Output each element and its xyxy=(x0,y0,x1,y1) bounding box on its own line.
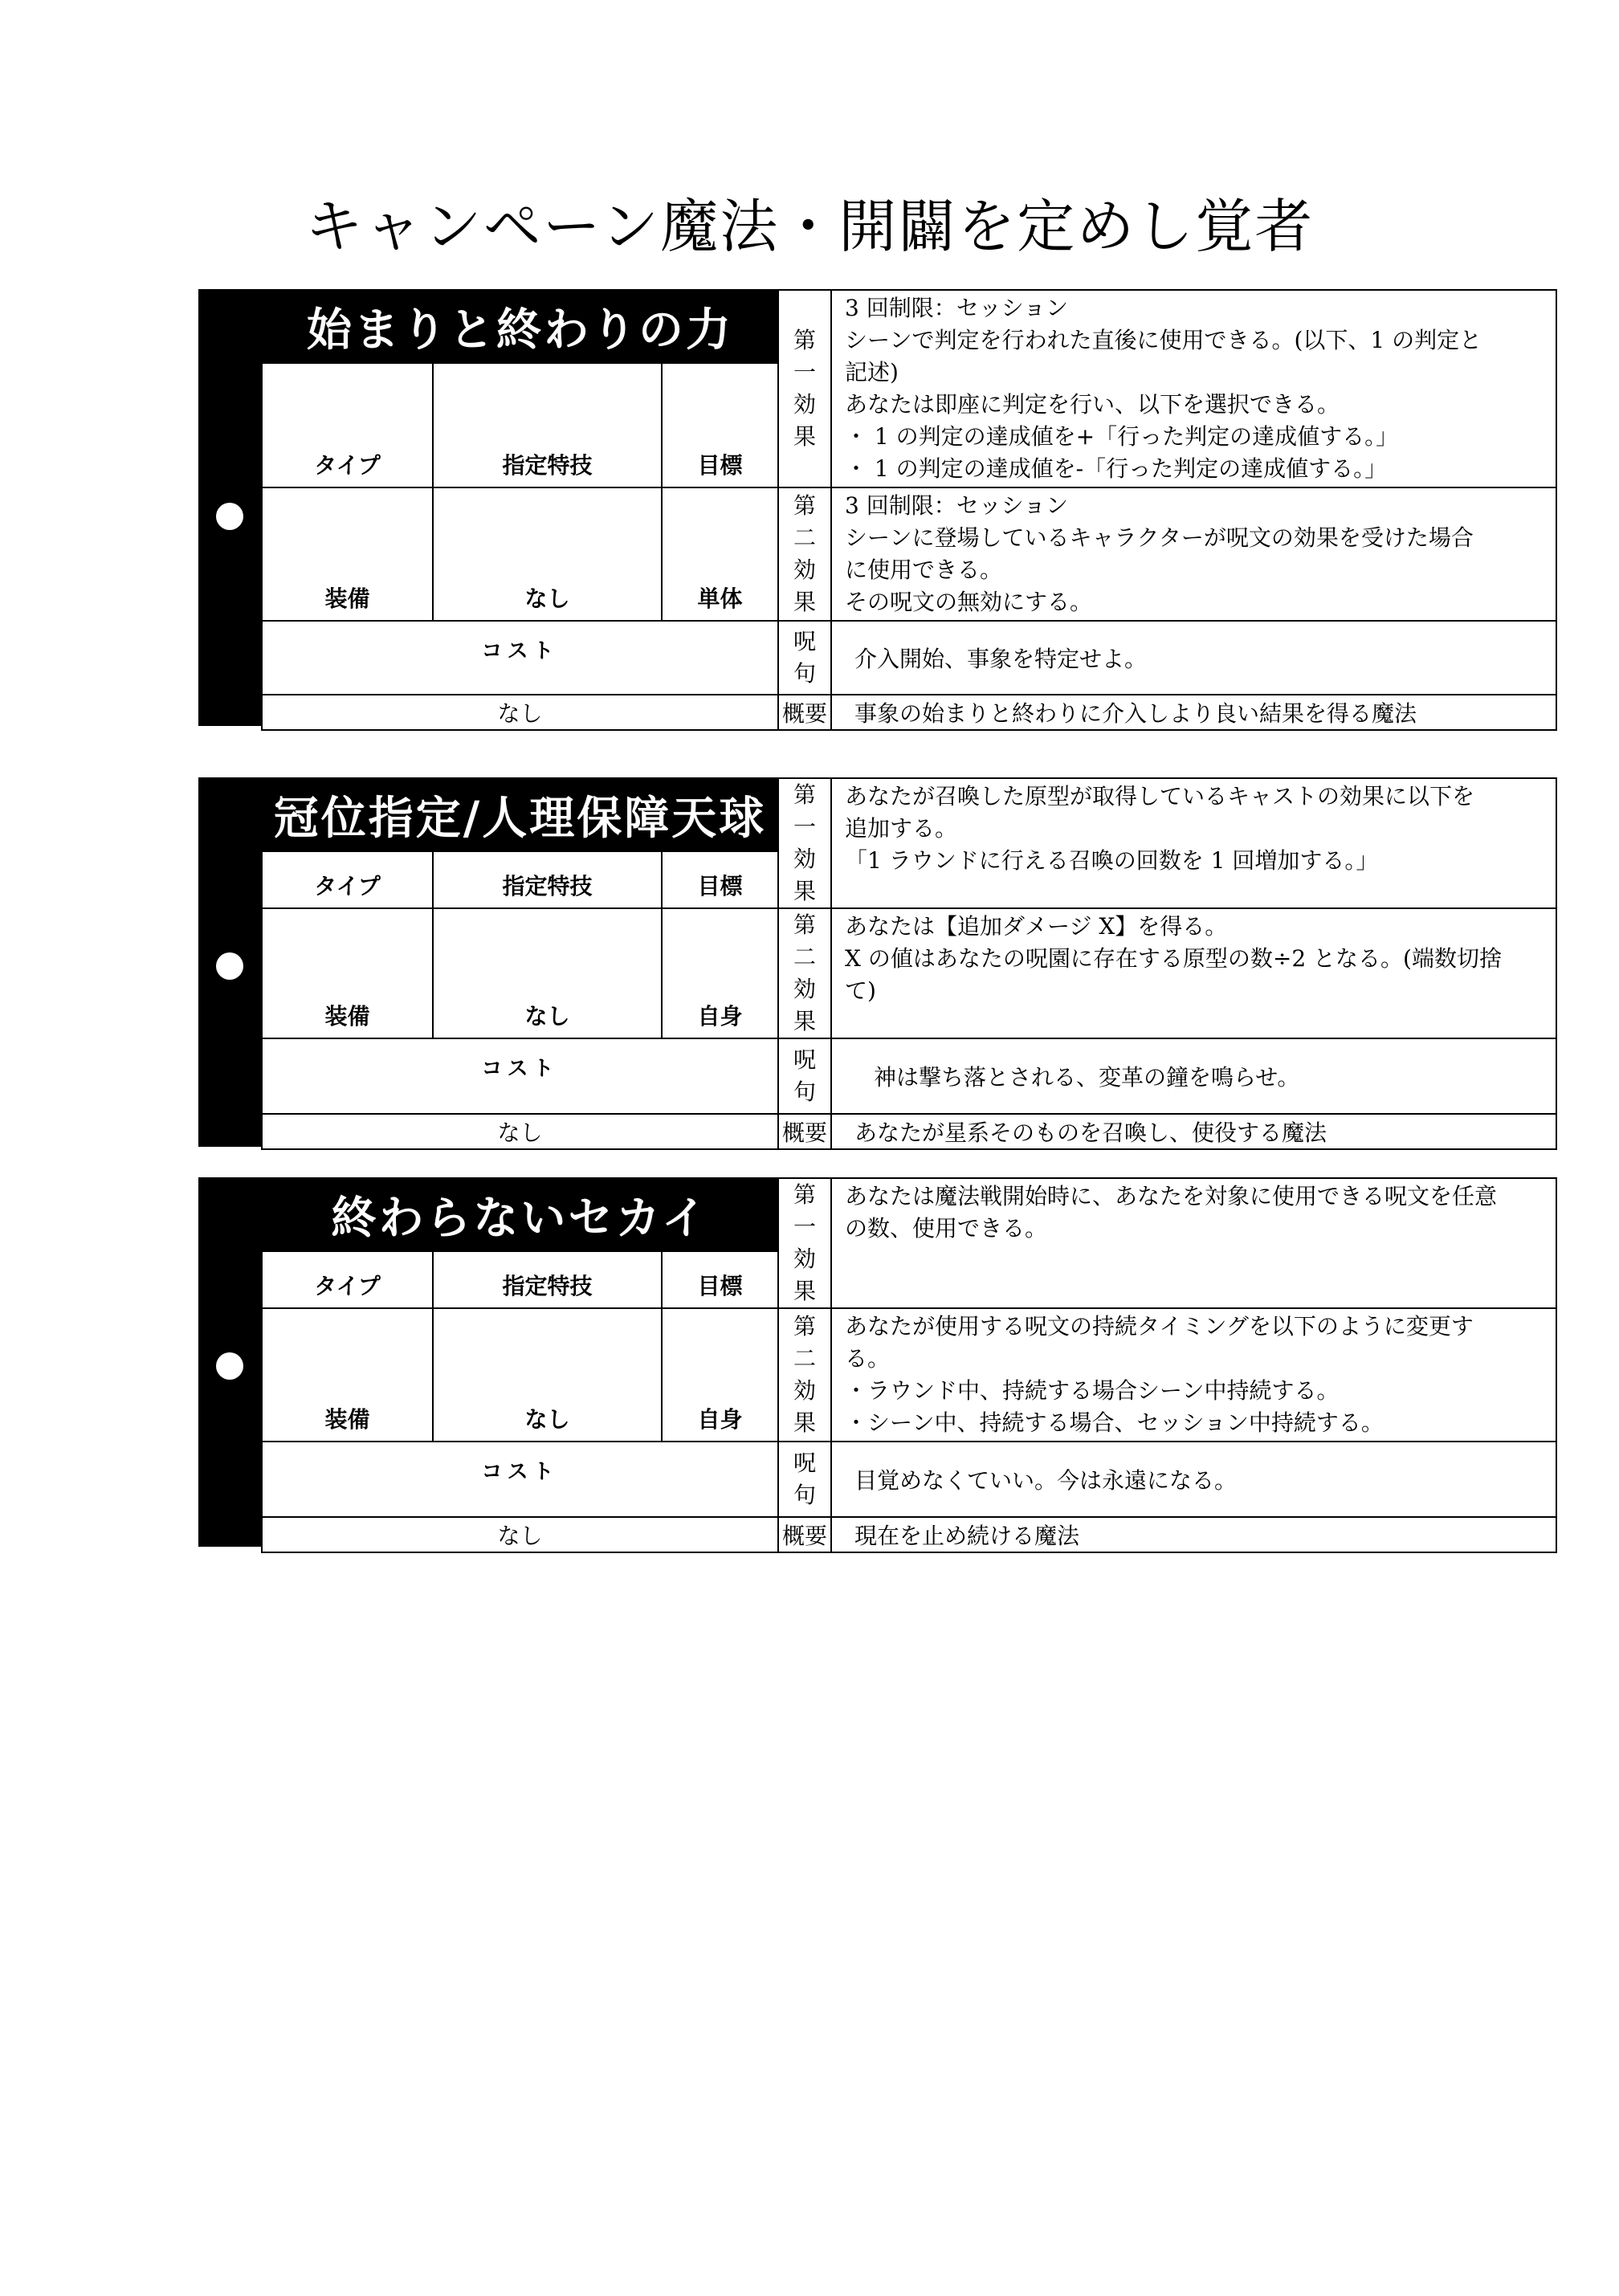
target-label: 目標 xyxy=(662,363,778,487)
card-spine xyxy=(198,1177,261,1547)
card-spine xyxy=(198,777,261,1147)
card-name: 終わらないセカイ xyxy=(262,1178,778,1251)
chant-text: 神は撃ち落とされる、変革の鐘を鳴らせ。 xyxy=(831,1038,1556,1114)
summary-text: あなたが星系そのものを召喚し、使役する魔法 xyxy=(831,1114,1556,1149)
cost-label: コスト xyxy=(262,1038,778,1114)
second-effect-text: あなたは【追加ダメージ X】を得る。 X の値はあなたの呪園に存在する原型の数÷2 となる。(端数切捨 て) xyxy=(831,908,1556,1038)
cost-label: コスト xyxy=(262,621,778,695)
bullet-dot xyxy=(216,952,243,980)
summary-text: 事象の始まりと終わりに介入しより良い結果を得る魔法 xyxy=(831,695,1556,730)
skill-label: 指定特技 xyxy=(433,851,662,908)
chant-text: 介入開始、事象を特定せよ。 xyxy=(831,621,1556,695)
first-effect-label: 第 一 効 果 xyxy=(778,290,831,487)
skill-value: なし xyxy=(433,908,662,1038)
chant-label: 呪 句 xyxy=(778,1442,831,1517)
page-title: キャンペーン魔法・開闢を定めし覚者 xyxy=(304,193,1315,260)
skill-value: なし xyxy=(433,487,662,621)
skill-label: 指定特技 xyxy=(433,363,662,487)
second-effect-text: 3 回制限：セッション シーンに登場しているキャラクターが呪文の効果を受けた場合 に使用できる。 その呪文の無効にする。 xyxy=(831,487,1556,621)
cost-value: なし xyxy=(262,695,778,730)
second-effect-text: あなたが使用する呪文の持続タイミングを以下のように変更す る。 ・ラウンド中、持続する場合シーン中持続する。 ・シーン中、持続する場合、セッション中持続する。 xyxy=(831,1308,1556,1442)
first-effect-text: 3 回制限：セッション シーンで判定を行われた直後に使用できる。(以下、1 の判定と 記述) あなたは即座に判定を行い、以下を選択できる。 ・ 1 の判定の達成値を+「行った判定の達成値する。」 ・ 1 の判定の達成値を-「行った判定の達成値する。」 xyxy=(831,290,1556,487)
type-value: 装備 xyxy=(262,908,433,1038)
type-label: タイプ xyxy=(262,1251,433,1308)
first-effect-text: あなたは魔法戦開始時に、あなたを対象に使用できる呪文を任意 の数、使用できる。 xyxy=(831,1178,1556,1308)
target-value: 自身 xyxy=(662,908,778,1038)
type-value: 装備 xyxy=(262,1308,433,1442)
card-table xyxy=(261,1177,1557,1553)
magic-card xyxy=(198,777,1557,1147)
cost-value: なし xyxy=(262,1114,778,1149)
type-label: タイプ xyxy=(262,363,433,487)
first-effect-label: 第 一 効 果 xyxy=(778,1178,831,1308)
type-label: タイプ xyxy=(262,851,433,908)
summary-label: 概要 xyxy=(778,1517,831,1552)
first-effect-text: あなたが召喚した原型が取得しているキャストの効果に以下を 追加する。 「1 ラウンドに行える召喚の回数を 1 回増加する。」 xyxy=(831,778,1556,908)
second-effect-label: 第 二 効 果 xyxy=(778,487,831,621)
magic-card xyxy=(198,1177,1557,1547)
card-name: 始まりと終わりの力 xyxy=(262,290,778,363)
summary-label: 概要 xyxy=(778,695,831,730)
target-label: 目標 xyxy=(662,1251,778,1308)
card-spine xyxy=(198,289,261,726)
bullet-dot xyxy=(216,503,243,530)
card-name: 冠位指定/人理保障天球 xyxy=(262,778,778,851)
card-table xyxy=(261,777,1557,1150)
magic-card xyxy=(198,289,1557,726)
skill-label: 指定特技 xyxy=(433,1251,662,1308)
chant-label: 呪 句 xyxy=(778,621,831,695)
chant-text: 目覚めなくていい。今は永遠になる。 xyxy=(831,1442,1556,1517)
summary-text: 現在を止め続ける魔法 xyxy=(831,1517,1556,1552)
card-table xyxy=(261,289,1557,731)
target-value: 自身 xyxy=(662,1308,778,1442)
cost-label: コスト xyxy=(262,1442,778,1517)
target-value: 単体 xyxy=(662,487,778,621)
second-effect-label: 第 二 効 果 xyxy=(778,908,831,1038)
cost-value: なし xyxy=(262,1517,778,1552)
type-value: 装備 xyxy=(262,487,433,621)
target-label: 目標 xyxy=(662,851,778,908)
second-effect-label: 第 二 効 果 xyxy=(778,1308,831,1442)
chant-label: 呪 句 xyxy=(778,1038,831,1114)
summary-label: 概要 xyxy=(778,1114,831,1149)
first-effect-label: 第 一 効 果 xyxy=(778,778,831,908)
skill-value: なし xyxy=(433,1308,662,1442)
bullet-dot xyxy=(216,1352,243,1380)
